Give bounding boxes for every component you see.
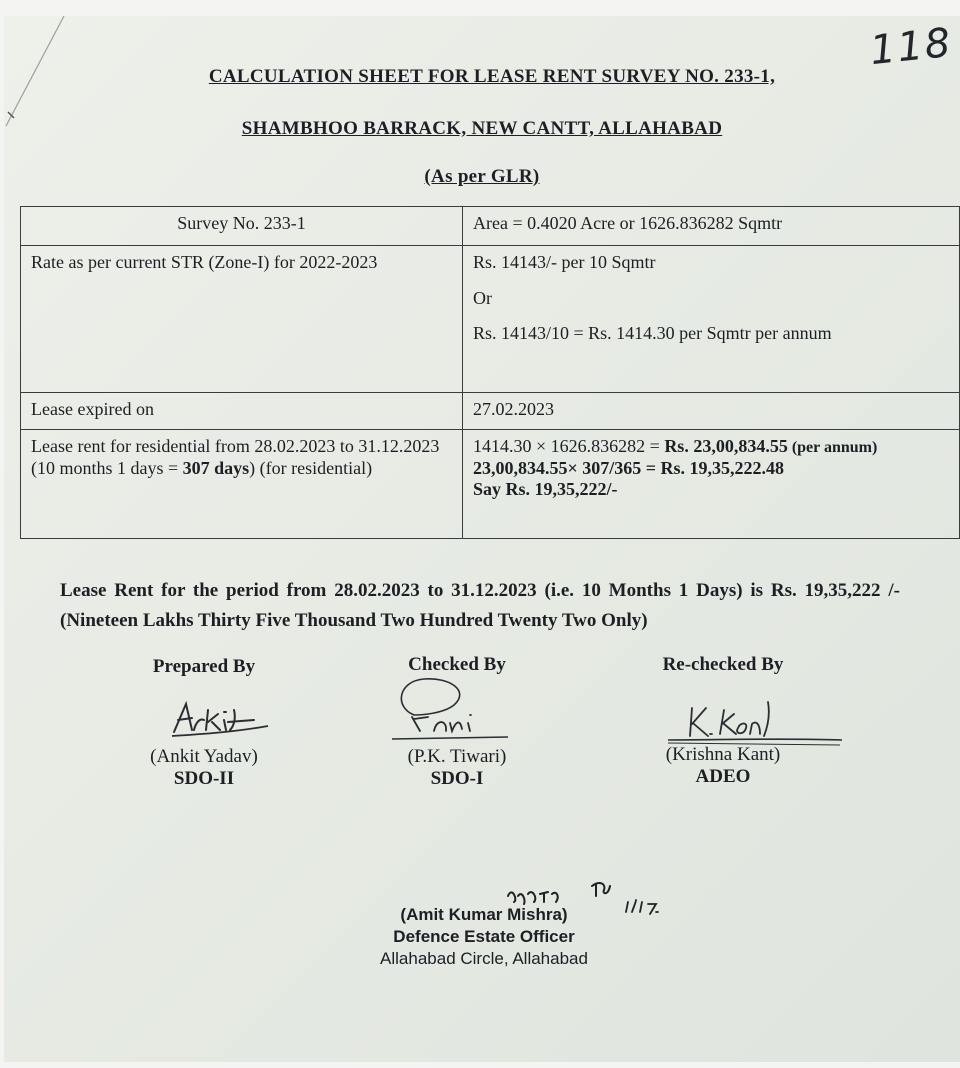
signatory-role: Prepared By xyxy=(152,656,256,677)
calc-line-3 xyxy=(473,479,949,501)
calc-line-2 xyxy=(473,458,949,480)
document-page xyxy=(4,16,960,1062)
survey-number-cell: Survey No. 233-1 xyxy=(21,207,463,246)
table-row xyxy=(21,246,960,393)
signatory-designation: SDO-I xyxy=(430,768,484,789)
signature-tiwari xyxy=(384,671,514,741)
lease-expired-label: Lease expired on xyxy=(21,393,463,430)
signatory-role: Checked By xyxy=(408,654,506,675)
summary-paragraph: Lease Rent for the period from 28.02.2023 to 31.12.2023 (i.e. 10 Months 1 Days) is Rs. 19,35,222 /-(Nineteen Lakhs Thirty Five Thousand Two Hundred Twenty Two Only) xyxy=(60,580,900,631)
signature-ankit xyxy=(164,696,274,740)
signatory-designation: SDO-II xyxy=(173,768,235,789)
lease-days: 307 days xyxy=(182,457,250,478)
calc-expression: 1414.30 × 1626.836282 = xyxy=(473,436,665,456)
table-row xyxy=(21,430,960,539)
table-row xyxy=(21,393,960,430)
officer-designation: Defence Estate Officer xyxy=(393,927,575,946)
title-line-3: (As per GLR) xyxy=(424,166,540,187)
signatory-name: (P.K. Tiwari) xyxy=(407,746,507,767)
signatory-role: Re-checked By xyxy=(662,654,784,675)
rate-line: Rs. 14143/10 = Rs. 1414.30 per Sqmtr per annum xyxy=(473,323,832,344)
lease-rent-calculation xyxy=(463,430,960,539)
officer-office: Allahabad Circle, Allahabad xyxy=(380,949,588,968)
lease-expired-value: 27.02.2023 xyxy=(463,393,960,430)
officer-block xyxy=(364,904,604,970)
calc-final: Say Rs. 19,35,222/- xyxy=(473,479,618,500)
lease-rent-text: ) (for residential) xyxy=(249,457,373,478)
title-line-2: SHAMBHOO BARRACK, NEW CANTT, ALLAHABAD xyxy=(241,118,723,139)
lease-rent-description xyxy=(21,430,463,539)
rate-label-cell: Rate as per current STR (Zone-I) for 2022-2023 xyxy=(21,246,463,393)
rate-line: Rs. 14143/- per 10 Sqmtr xyxy=(473,252,656,272)
calc-unit: (per annum) xyxy=(787,439,878,456)
calc-result: Rs. 23,00,834.55 xyxy=(664,436,788,456)
signatory-designation: ADEO xyxy=(695,766,751,787)
area-cell: Area = 0.4020 Acre or 1626.836282 Sqmtr xyxy=(463,207,960,246)
signatory-name: (Ankit Yadav) xyxy=(150,746,258,767)
page-number: 118 xyxy=(867,19,955,75)
rate-value-cell xyxy=(463,246,960,393)
officer-name: (Amit Kumar Mishra) xyxy=(400,905,568,924)
calculation-table xyxy=(20,206,960,539)
calc-expression: 23,00,834.55× 307/365 = xyxy=(473,457,661,478)
rate-line: Or xyxy=(473,287,492,308)
signatory-name: (Krishna Kant) xyxy=(665,744,781,765)
signature-kant xyxy=(664,696,844,746)
lease-rent-text: Lease rent for residential from 28.02.2023 to 31.12.2023 (10 months 1 days = xyxy=(31,436,440,478)
calc-line-1 xyxy=(473,436,949,458)
calc-result: Rs. 19,35,222.48 xyxy=(660,457,785,478)
title-line-1: CALCULATION SHEET FOR LEASE RENT SURVEY NO. 233-1, xyxy=(208,66,776,87)
table-row xyxy=(21,207,960,246)
